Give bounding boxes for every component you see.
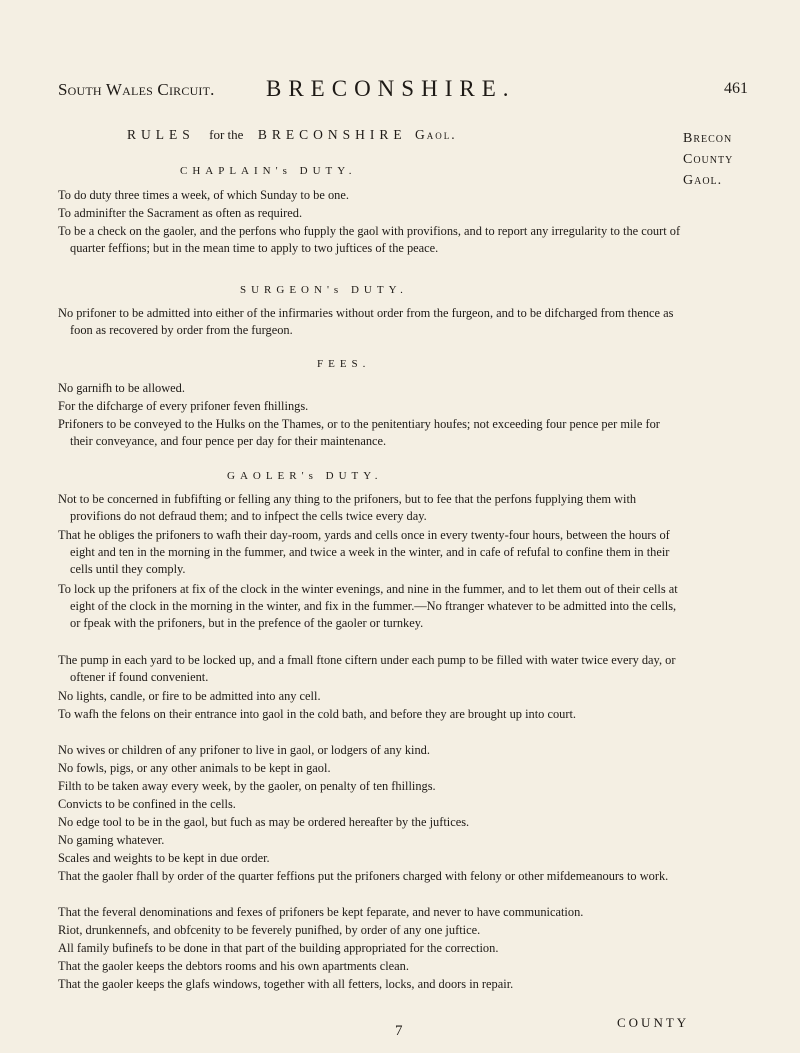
rule-paragraph: Not to be concerned in fubfifting or felling any thing to the prifoners, but to fee that the perfons fupplying them with provifions do not defraud them; and to infpect the cells twice every day. [58,492,637,524]
page-number: 461 [724,80,748,97]
signature-mark: 7 [395,1023,403,1039]
running-head-circuit: South Wales Circuit. [58,80,215,99]
rule-paragraph: For the difcharge of every prifoner feven fhillings. [58,399,309,413]
margin-note [683,128,763,191]
title-gaol: Gaol. [414,127,457,142]
rule-paragraph: Convicts to be confined in the cells. [58,797,236,811]
rule-paragraph: That the gaoler fhall by order of the quarter feffions put the prifoners charged with felony or other mifdemeanours to work. [58,869,669,883]
page-title [127,127,457,143]
section-heading-surgeon: SURGEON's DUTY. [240,284,408,296]
rule-paragraph: That he obliges the prifoners to wafh their day-room, yards and cells once in every twenty-four hours, between the hours of eight and ten in the morning in the fummer, and twice a week in the winter, and in cafe of refufal to confine them in their cells until they comply. [58,528,670,577]
rule-paragraph: Filth to be taken away every week, by the gaoler, on penalty of ten fhillings. [58,779,436,793]
rule-paragraph: No lights, candle, or fire to be admitted into any cell. [58,689,321,703]
rule-paragraph: That the gaoler keeps the glafs windows, together with all fetters, locks, and doors in repair. [58,977,514,991]
rule-paragraph: The pump in each yard to be locked up, and a fmall ftone ciftern under each pump to be filled with water twice every day, or oftener if found convenient. [58,653,676,685]
section-heading-chaplain: CHAPLAIN's DUTY. [180,165,357,177]
margin-note-line: County [683,152,734,167]
rule-paragraph: No fowls, pigs, or any other animals to be kept in gaol. [58,761,331,775]
rule-paragraph: Prifoners to be conveyed to the Hulks on the Thames, or to the penitentiary houfes; not exceeding four pence per mile for their conveyance, and four pence per day for their maintenance. [58,417,660,449]
rule-paragraph: That the feveral denominations and fexes of prifoners be kept feparate, and never to have communication. [58,905,584,919]
rule-paragraph: To be a check on the gaoler, and the perfons who fupply the gaol with provifions, and to report any irregularity to the court of quarter feffions; but in the mean time to apply to two juftices of the peace. [58,224,681,256]
rule-paragraph: To adminifter the Sacrament as often as required. [58,206,303,220]
rule-paragraph: Riot, drunkennefs, and obfcenity to be feverely punifhed, by order of any one juftice. [58,923,481,937]
rule-paragraph: To do duty three times a week, of which Sunday to be one. [58,188,349,202]
title-county: BRECONSHIRE [257,127,407,142]
rule-paragraph: Scales and weights to be kept in due order. [58,851,270,865]
rule-paragraph: No wives or children of any prifoner to live in gaol, or lodgers of any kind. [58,743,430,757]
title-for: for the [209,127,244,142]
running-head [58,78,748,104]
rule-paragraph: All family bufinefs to be done in that part of the building appropriated for the correction. [58,941,499,955]
margin-note-line: Brecon [683,131,733,146]
running-head-county: BRECONSHIRE. [266,76,516,101]
rule-paragraph: No prifoner to be admitted into either of the infirmaries without order from the furgeon, and to be difcharged from thence as foon as recovered by order from the furgeon. [58,306,674,338]
rule-paragraph: No gaming whatever. [58,833,165,847]
rule-paragraph: That the gaoler keeps the debtors rooms and his own apartments clean. [58,959,409,973]
rule-paragraph: No garnifh to be allowed. [58,381,185,395]
rule-paragraph: No edge tool to be in the gaol, but fuch as may be ordered hereafter by the juftices. [58,815,470,829]
rule-paragraph: To lock up the prifoners at fix of the clock in the winter evenings, and nine in the fummer, and to let them out of their cells at eight of the clock in the morning in the winter, and fix in the fummer.—No ftranger whatever to be admitted into the cells, or fpeak with the prifoners, but in the prefence of the gaoler or turnkey. [58,582,678,631]
section-heading-gaoler: GAOLER's DUTY. [227,470,383,482]
rule-paragraph: To wafh the felons on their entrance into gaol in the cold bath, and before they are brought up into court. [58,707,576,721]
margin-note-line: Gaol. [683,173,723,188]
catchword: COUNTY [617,1015,690,1030]
title-rules: RULES [127,127,195,142]
section-heading-fees: FEES. [317,358,371,370]
